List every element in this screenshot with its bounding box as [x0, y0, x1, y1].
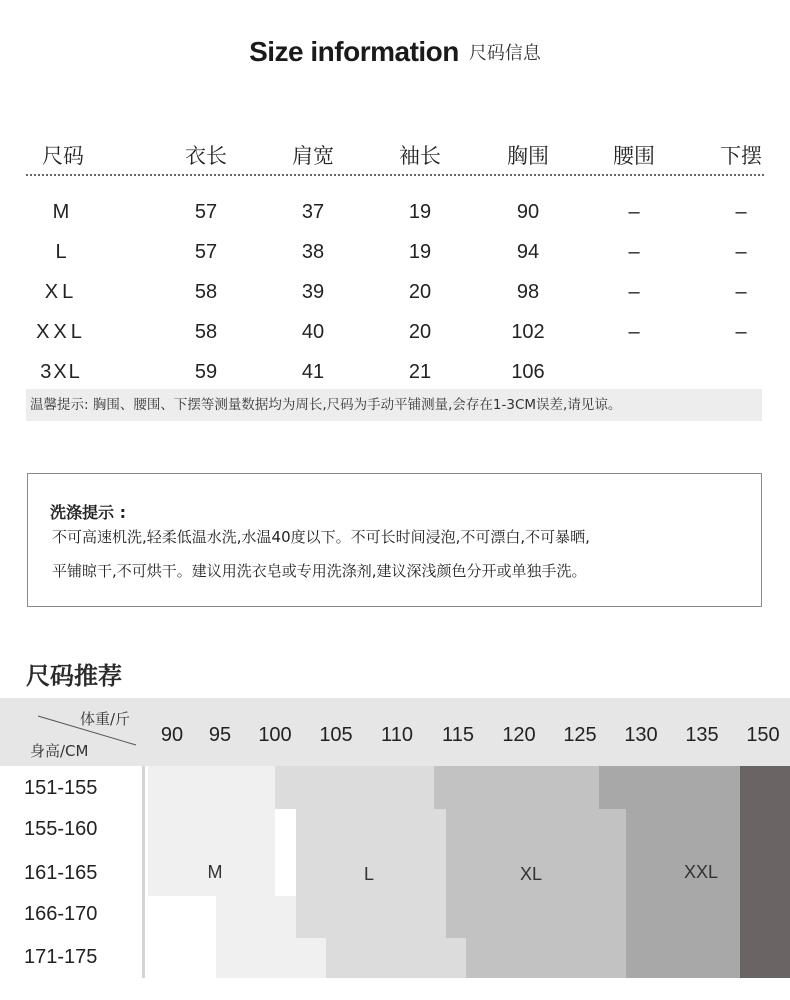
size-region-xxl: [626, 809, 740, 978]
cell-sleeve: 21: [408, 361, 432, 383]
cell-chest: 106: [511, 361, 545, 383]
cell-waist: –: [628, 241, 640, 263]
size-label-xxl: XXL: [683, 862, 719, 882]
cell-chest: 94: [516, 241, 540, 263]
size-region-xxl: [599, 766, 740, 809]
cell-waist: –: [628, 281, 640, 303]
table-row: [28, 201, 764, 231]
height-label: 166-170: [24, 903, 98, 925]
cell-shoulder: 37: [301, 201, 325, 223]
cell-length: 59: [194, 361, 218, 383]
table-row: [28, 361, 764, 391]
cell-sleeve: 20: [408, 281, 432, 303]
size-label-xl: XL: [519, 864, 543, 884]
cell-shoulder: 40: [301, 321, 325, 343]
header-size: 尺码: [42, 144, 84, 168]
cell-size: XXL: [36, 321, 86, 343]
height-label: 155-160: [24, 818, 98, 840]
weight-label: 95: [208, 724, 232, 746]
table-row: [28, 241, 764, 271]
recommend-title: 尺码推荐: [26, 662, 122, 690]
cell-hem: –: [735, 241, 747, 263]
cell-shoulder: 38: [301, 241, 325, 263]
cell-shoulder: 39: [301, 281, 325, 303]
size-label-l: L: [363, 864, 375, 884]
cell-size: M: [52, 201, 70, 223]
size-region-l: [275, 766, 434, 809]
cell-size: XL: [44, 281, 78, 303]
weight-label: 110: [381, 724, 413, 746]
cell-size: L: [55, 241, 67, 263]
size-region-m: [296, 938, 326, 978]
weight-label: 135: [685, 724, 719, 746]
cell-length: 58: [194, 321, 218, 343]
washing-instructions: [27, 473, 762, 607]
cell-chest: 90: [516, 201, 540, 223]
height-axis-label: 身高/CM: [30, 742, 89, 760]
measurement-tip: 温馨提示: 胸围、腰围、下摆等测量数据均为周长,尺码为手动平铺测量,会存在1-3CM误差,请见谅。: [26, 389, 762, 421]
cell-hem: –: [735, 201, 747, 223]
page-title: [0, 36, 790, 68]
height-label: 151-155: [24, 777, 98, 799]
height-column: [0, 766, 145, 978]
header-chest: 胸围: [507, 144, 549, 168]
cell-size: 3XL: [40, 361, 82, 383]
size-region-xl: [466, 938, 626, 978]
weight-label: 90: [160, 724, 184, 746]
title-english: Size information: [249, 36, 459, 67]
cell-sleeve: 19: [408, 241, 432, 263]
cell-sleeve: 20: [408, 321, 432, 343]
header-sleeve: 袖长: [399, 144, 441, 168]
header-shoulder: 肩宽: [292, 144, 334, 168]
cell-waist: –: [628, 321, 640, 343]
weight-label: 125: [563, 724, 597, 746]
cell-length: 57: [194, 201, 218, 223]
cell-hem: –: [735, 281, 747, 303]
weight-axis-label: 体重/斤: [80, 710, 131, 728]
weight-label: 115: [442, 724, 474, 746]
header-hem: 下摆: [720, 144, 762, 168]
size-region-m: [216, 896, 296, 978]
cell-length: 57: [194, 241, 218, 263]
cell-hem: –: [735, 321, 747, 343]
weight-label: 105: [319, 724, 353, 746]
washing-title: 洗涤提示 :: [50, 503, 126, 522]
size-recommend-grid: [0, 698, 790, 978]
washing-line: 不可高速机洗,轻柔低温水洗,水温40度以下。不可长时间浸泡,不可漂白,不可暴晒,: [52, 528, 590, 546]
table-row: [28, 321, 764, 351]
size-region-xl: [599, 809, 626, 938]
weight-label: 120: [502, 724, 536, 746]
header-waist: 腰围: [613, 144, 655, 168]
cell-chest: 98: [516, 281, 540, 303]
washing-line: 平铺晾干,不可烘干。建议用洗衣皂或专用洗涤剂,建议深浅颜色分开或单独手洗。: [52, 562, 587, 580]
height-label: 161-165: [24, 862, 98, 884]
size-region-blank: [148, 896, 216, 978]
weight-label: 150: [746, 724, 780, 746]
weight-label: 100: [258, 724, 292, 746]
cell-waist: –: [628, 201, 640, 223]
title-chinese: 尺码信息: [468, 43, 541, 64]
cell-chest: 102: [511, 321, 545, 343]
grid-corner: [0, 698, 145, 766]
cell-shoulder: 41: [301, 361, 325, 383]
header-divider: [26, 174, 764, 176]
size-region-xl: [434, 766, 599, 809]
cell-length: 58: [194, 281, 218, 303]
height-label: 171-175: [24, 946, 98, 968]
size-region-l: [326, 938, 466, 978]
weight-label: 130: [624, 724, 658, 746]
header-length: 衣长: [185, 144, 227, 168]
size-region-extra: [740, 766, 790, 978]
size-table-header: [28, 140, 764, 172]
table-row: [28, 281, 764, 311]
size-label-m: M: [207, 862, 223, 882]
cell-sleeve: 19: [408, 201, 432, 223]
